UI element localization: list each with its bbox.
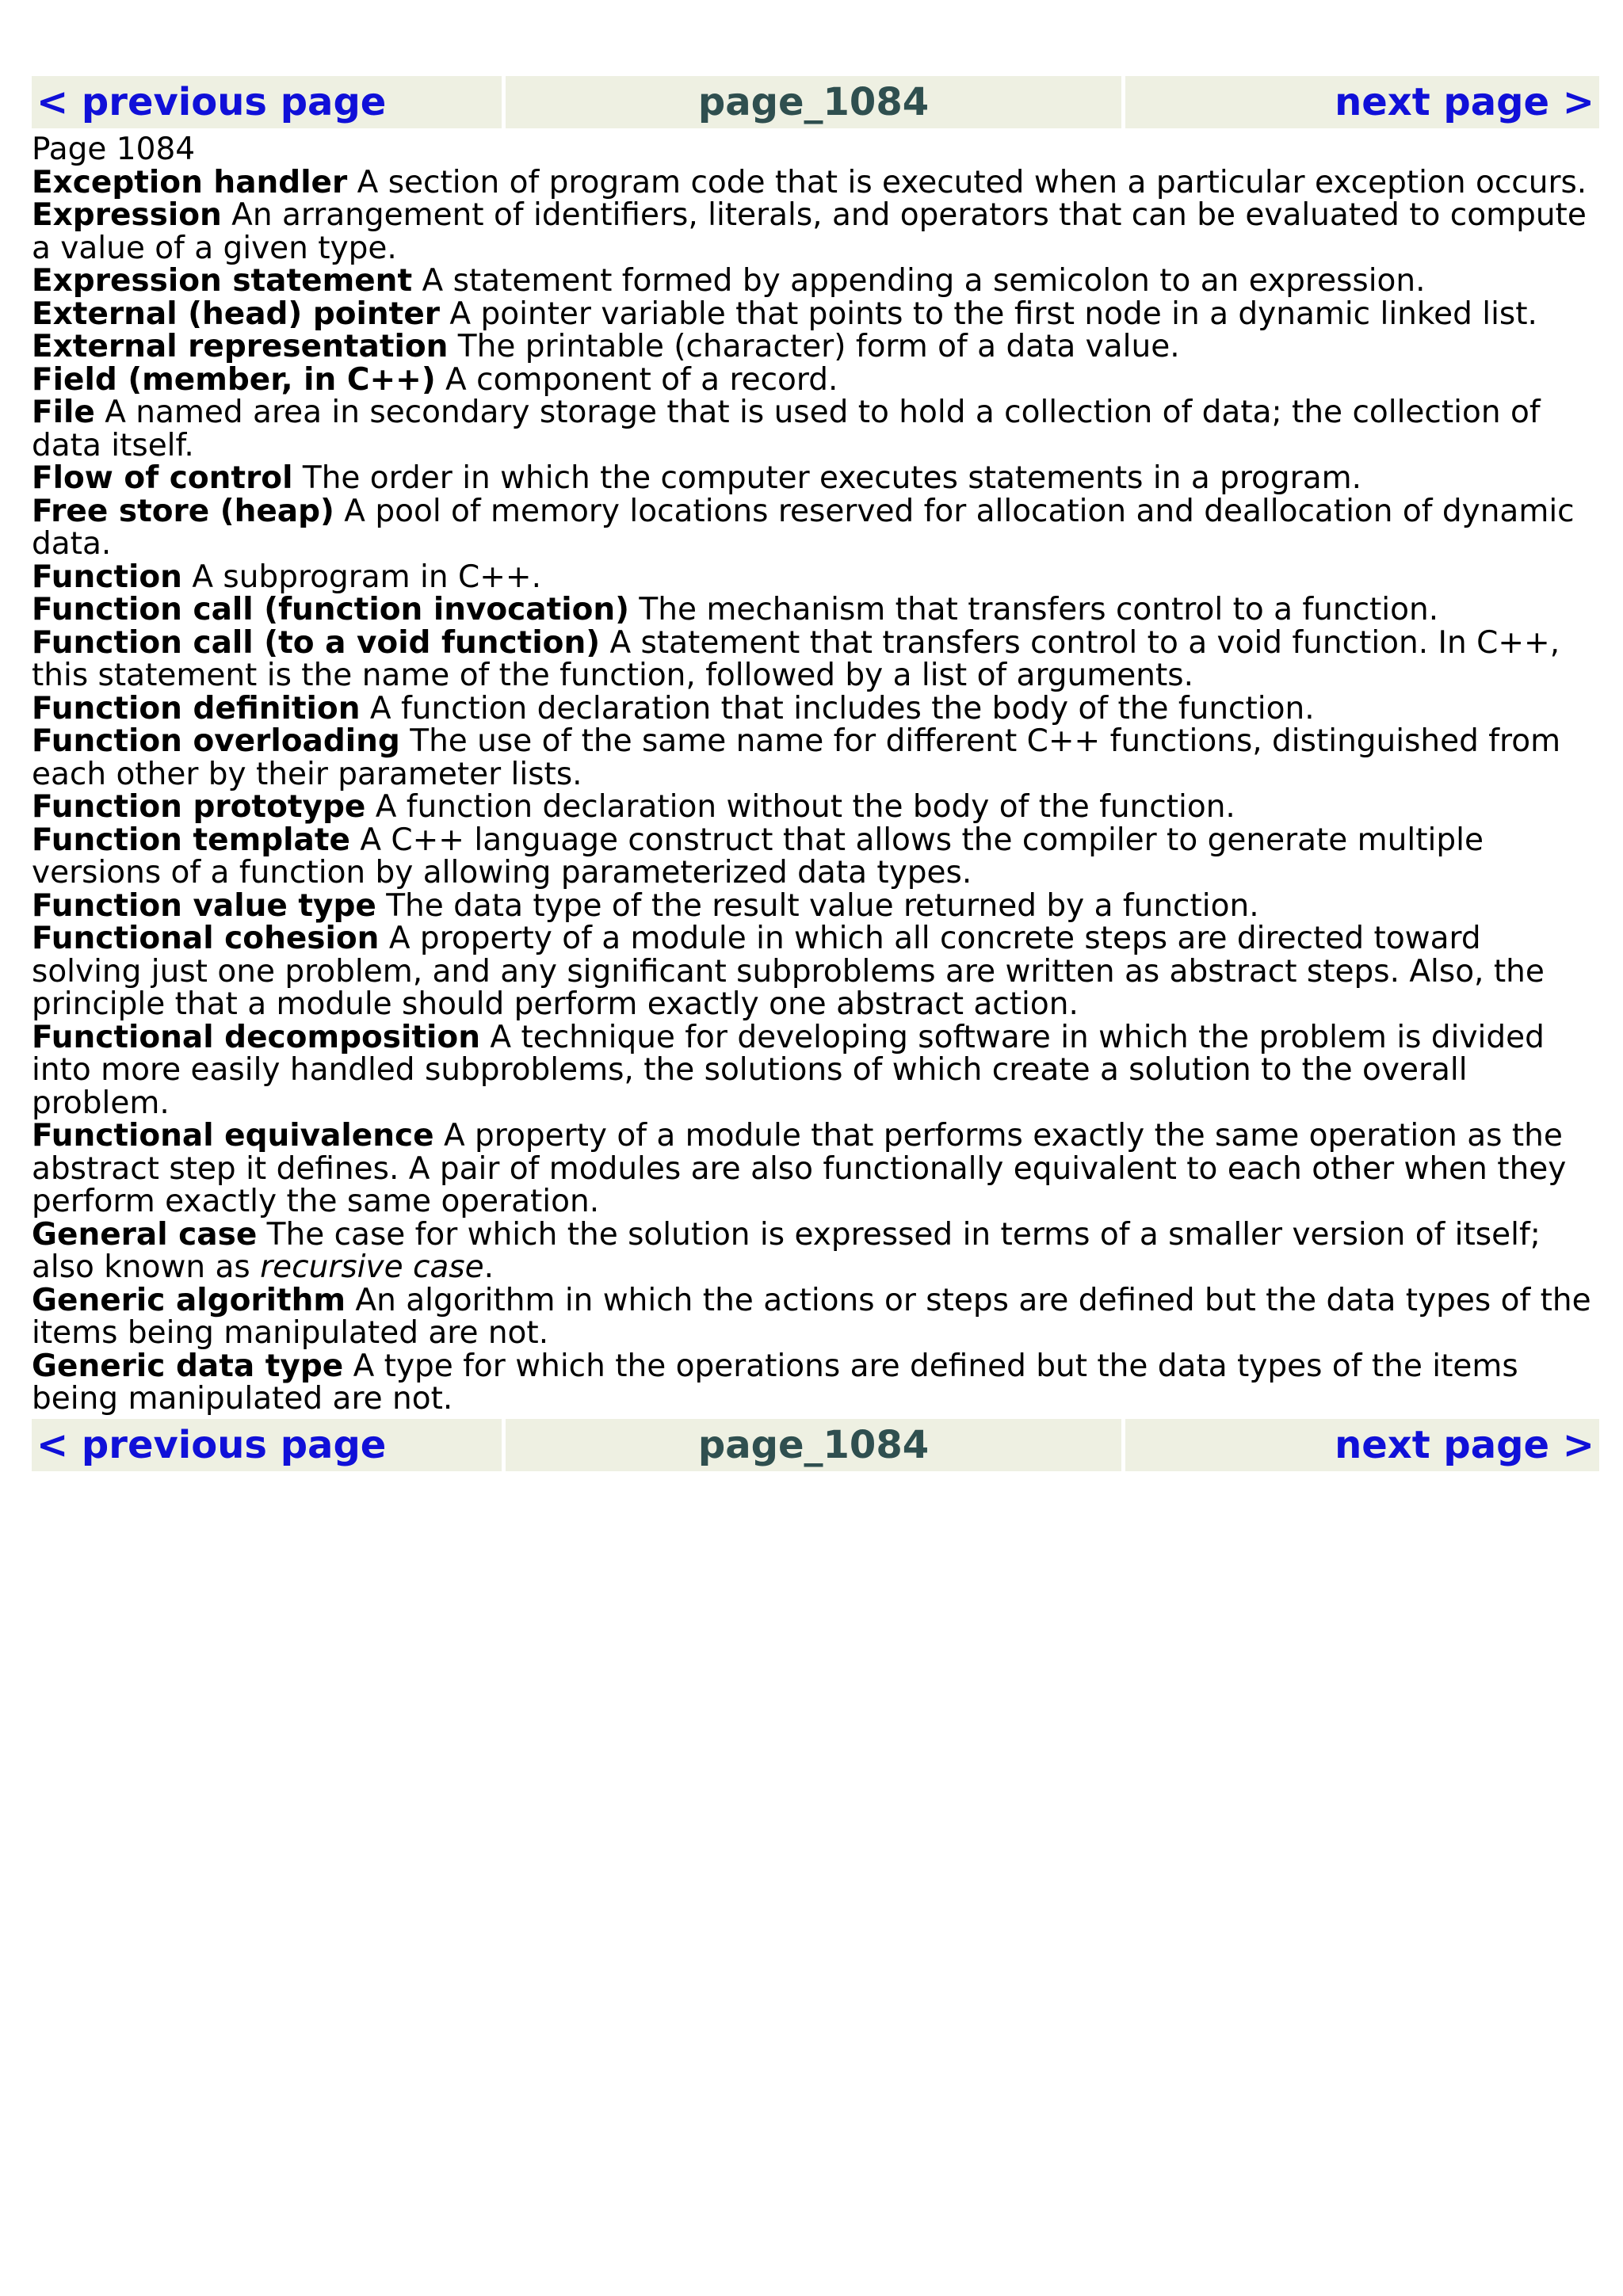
glossary-entry: [32, 725, 1599, 791]
glossary-term: General case: [32, 1216, 258, 1253]
glossary-entry: [32, 361, 1599, 398]
glossary-entry: [32, 922, 1599, 1021]
page-title: page_1084: [506, 1419, 1121, 1471]
glossary-entry: [32, 1021, 1599, 1120]
glossary-definition-end: .: [483, 1249, 495, 1285]
glossary-definition: The use of the same name for different C++ functions, distinguished from each other by their parameter lists.: [32, 723, 1561, 792]
glossary-term: Flow of control: [32, 460, 293, 496]
glossary-term: Function value type: [32, 887, 376, 924]
glossary-definition: A type for which the operations are defined but the data types of the items being manipulated are not.: [32, 1348, 1518, 1417]
previous-page-link[interactable]: < previous page: [32, 1419, 502, 1471]
glossary-entry: [32, 1216, 1599, 1285]
glossary-definition: A statement that transfers control to a void function. In C++, this statement is the name of the function, followed by a list of arguments.: [32, 624, 1560, 693]
glossary-definition: The order in which the computer executes statements in a program.: [292, 460, 1361, 496]
glossary-definition: A property of a module that performs exactly the same operation as the abstract step it defines. A pair of modules are also functionally equivalent to each other when they perform exactly the same operation.: [32, 1118, 1567, 1219]
glossary-definition: An arrangement of identifiers, literals, and operators that can be evaluated to compute a value of a given type.: [32, 197, 1587, 266]
glossary-entry: [32, 265, 1599, 298]
glossary-definition: A pool of memory locations reserved for allocation and deallocation of dynamic data.: [32, 493, 1575, 562]
glossary-entry: [32, 692, 1599, 726]
glossary-italic-term: recursive case: [260, 1249, 484, 1285]
glossary-entry: [32, 1284, 1599, 1350]
glossary-term: Function prototype: [32, 789, 366, 825]
next-page-link[interactable]: next page >: [1125, 1419, 1599, 1471]
glossary-content: [32, 128, 1599, 1419]
glossary-entry: [32, 824, 1599, 890]
glossary-definition: A function declaration without the body of the function.: [365, 789, 1235, 825]
glossary-entry: [32, 561, 1599, 594]
page-container: [32, 76, 1599, 1471]
glossary-term: Function call (function invocation): [32, 592, 630, 627]
glossary-definition: A subprogram in C++.: [181, 559, 541, 595]
glossary-definition: A section of program code that is executed when a particular exception occurs.: [347, 164, 1587, 200]
glossary-definition: The mechanism that transfers control to a function.: [629, 592, 1439, 627]
glossary-definition: A C++ language construct that allows the compiler to generate multiple versions of a function by allowing parameterized data types.: [32, 822, 1484, 891]
glossary-term: Function template: [32, 822, 350, 858]
glossary-term: Generic data type: [32, 1348, 344, 1384]
glossary-term: File: [32, 395, 95, 430]
glossary-entry: [32, 1119, 1599, 1219]
glossary-definition: A technique for developing software in which the problem is divided into more easily handled subproblems, the solutions of which create a solution to the overall problem.: [32, 1019, 1545, 1121]
glossary-term: Function: [32, 559, 182, 595]
glossary-term: Generic algorithm: [32, 1282, 346, 1318]
glossary-term: Field (member, in C++): [32, 361, 436, 398]
glossary-entry: [32, 166, 1599, 200]
glossary-entry: [32, 462, 1599, 495]
glossary-term: External representation: [32, 329, 449, 364]
glossary-definition: The data type of the result value returned by a function.: [376, 887, 1259, 924]
glossary-entry: [32, 298, 1599, 331]
glossary-term: Function call (to a void function): [32, 624, 601, 661]
glossary-entry: [32, 199, 1599, 265]
glossary-term: Expression: [32, 197, 222, 233]
glossary-term: Functional decomposition: [32, 1019, 480, 1055]
glossary-term: Exception handler: [32, 164, 348, 200]
glossary-term: Function definition: [32, 690, 361, 727]
glossary-definition: The case for which the solution is expressed in terms of a smaller version of itself; also known as: [32, 1216, 1541, 1285]
previous-page-link[interactable]: < previous page: [32, 76, 502, 128]
glossary-term: Function overloading: [32, 723, 400, 759]
glossary-term: External (head) pointer: [32, 296, 440, 332]
page-number-label: Page 1084: [32, 132, 196, 167]
glossary-entry: [32, 887, 1599, 924]
next-page-link[interactable]: next page >: [1125, 76, 1599, 128]
bottom-navigation-bar: [32, 1419, 1599, 1471]
glossary-definition: The printable (character) form of a data value.: [448, 329, 1180, 364]
glossary-definition: A statement formed by appending a semicolon to an expression.: [412, 263, 1426, 299]
glossary-entry: [32, 593, 1599, 627]
glossary-entry: [32, 624, 1599, 693]
glossary-term: Functional cohesion: [32, 921, 380, 956]
glossary-term: Expression statement: [32, 263, 413, 299]
glossary-term: Free store (heap): [32, 493, 334, 529]
glossary-term: Functional equivalence: [32, 1118, 434, 1154]
glossary-entry: [32, 1350, 1599, 1416]
page-title: page_1084: [506, 76, 1121, 128]
glossary-definition: A named area in secondary storage that is used to hold a collection of data; the collection of data itself.: [32, 395, 1541, 463]
top-navigation-bar: [32, 76, 1599, 128]
glossary-entry: [32, 791, 1599, 824]
glossary-definition: A property of a module in which all concrete steps are directed toward solving just one problem, and any significant subproblems are written as abstract steps. Also, the principle that a module should perform exactly one abstract action.: [32, 921, 1545, 1022]
glossary-entry: [32, 495, 1599, 561]
glossary-definition: An algorithm in which the actions or steps are defined but the data types of the items being manipulated are not.: [32, 1282, 1591, 1351]
glossary-definition: A component of a record.: [435, 361, 838, 398]
glossary-entry: [32, 330, 1599, 364]
glossary-definition: A function declaration that includes the body of the function.: [360, 690, 1315, 727]
glossary-entry: [32, 396, 1599, 462]
glossary-definition: A pointer variable that points to the first node in a dynamic linked list.: [440, 296, 1537, 332]
